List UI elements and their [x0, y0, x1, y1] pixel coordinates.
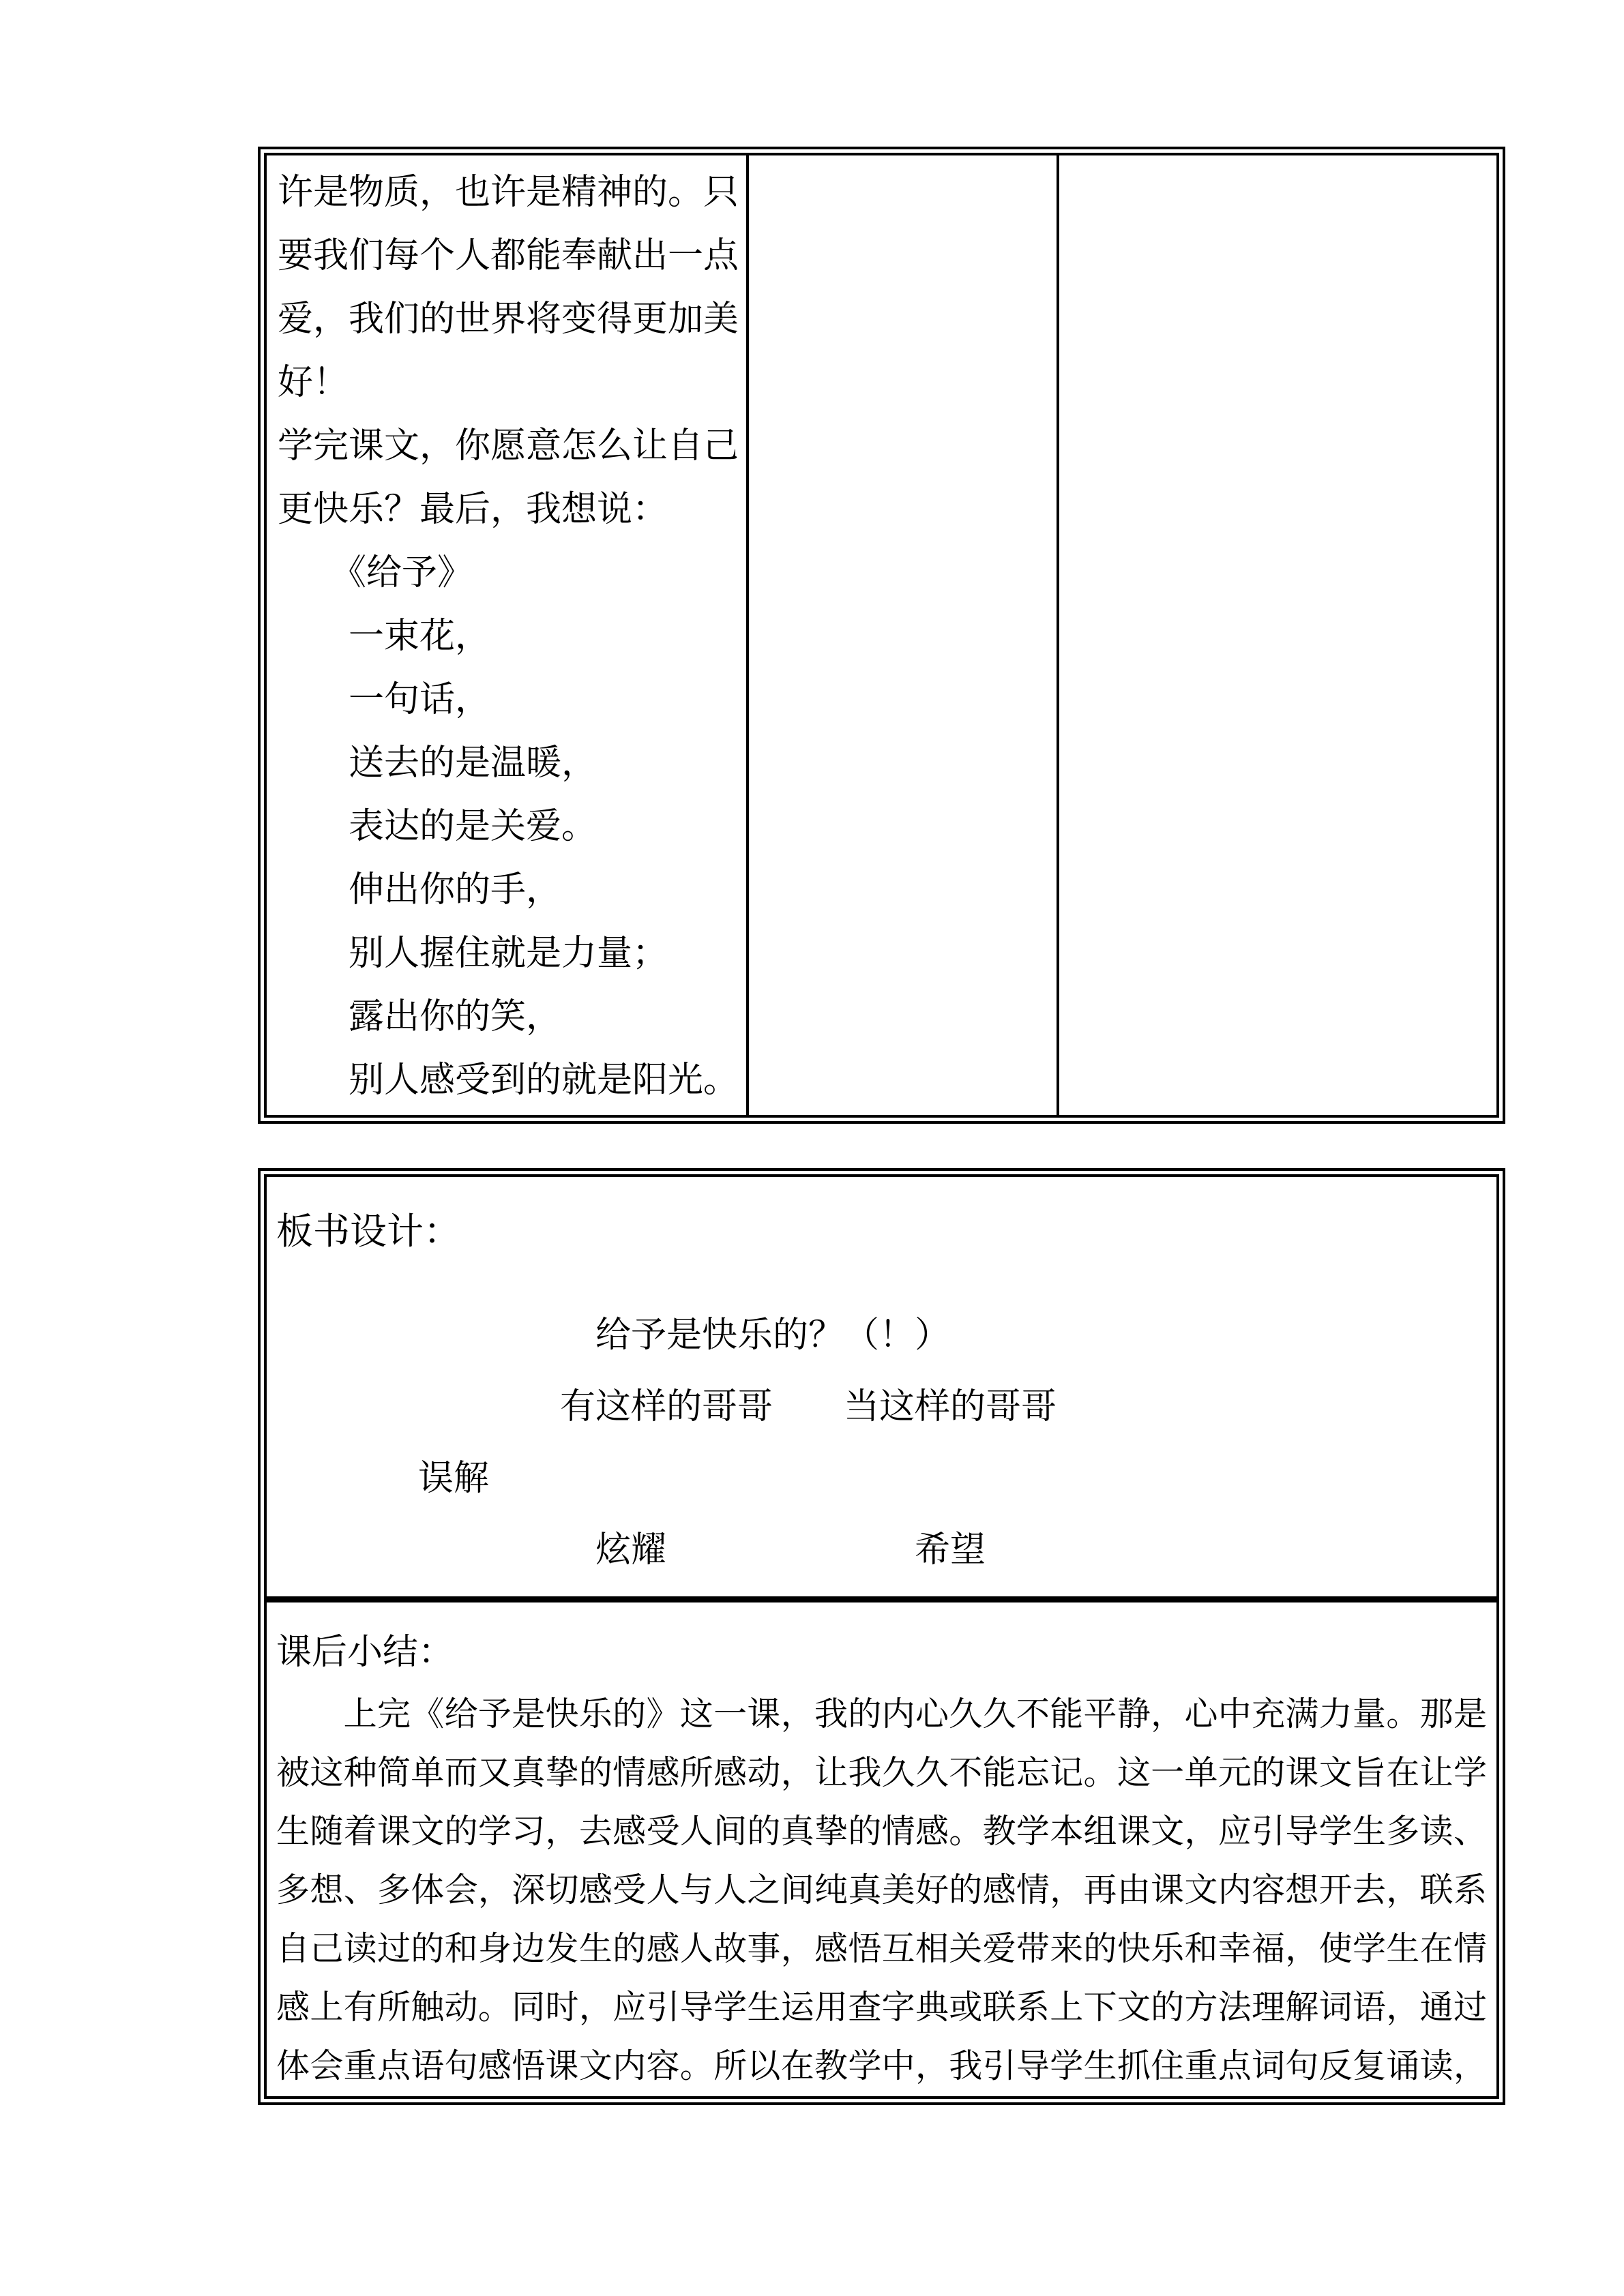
text-line: 上完《给予是快乐的》这一课，我的内心久久不能平静，心中充满力量。那是 — [276, 1695, 1487, 1733]
text-line: 学完课文，你愿意怎么让自己 — [278, 427, 739, 466]
text-line: 误解 — [276, 1459, 490, 1498]
text-line: 送去的是温暖， — [278, 744, 597, 783]
summary-cell — [267, 1596, 1496, 2096]
text-line: 许是物质，也许是精神的。只 — [278, 173, 739, 212]
text-line: 多想、多体会，深切感受人与人之间纯真美好的感情，再由课文内容想开去，联系 — [276, 1871, 1487, 1909]
lesson-empty-cell-middle — [746, 155, 1057, 1115]
text-line: 感上有所触动。同时，应引导学生运用查字典或联系上下文的方法理解词语，通过 — [276, 1988, 1487, 2026]
text-line: 自己读过的和身边发生的感人故事，感悟互相关爱带来的快乐和幸福，使学生在情 — [276, 1930, 1487, 1967]
text-line: 好！ — [278, 363, 349, 402]
text-line: 一句话， — [278, 681, 491, 719]
board-design-cell — [267, 1177, 1496, 1596]
lesson-empty-cell-right — [1057, 155, 1496, 1115]
text-line: 被这种简单而又真挚的情感所感动，让我久久不能忘记。这一单元的课文旨在让学 — [276, 1754, 1487, 1791]
text-line: 体会重点语句感悟课文内容。所以在教学中，我引导学生抓住重点词句反复诵读， — [276, 2047, 1487, 2085]
text-line: 《给予》 — [278, 554, 473, 593]
board-design-lines — [276, 1300, 1491, 1586]
text-line: 表达的是关爱。 — [278, 807, 597, 846]
text-line: 伸出你的手， — [278, 871, 562, 910]
lesson-text-cell — [267, 155, 746, 1115]
text-line: 别人感受到的就是阳光。 — [278, 1061, 739, 1100]
summary-heading: 课后小结： — [276, 1633, 454, 1672]
text-line: 更快乐？最后，我想说： — [278, 490, 668, 529]
text-line: 有这样的哥哥 当这样的哥哥 — [276, 1388, 1057, 1427]
text-line: 露出你的笑， — [278, 998, 562, 1037]
text-line: 要我们每个人都能奉献出一点 — [278, 237, 739, 275]
text-line: 一束花， — [278, 617, 491, 656]
summary-paragraph — [276, 1685, 1488, 2096]
board-design-heading: 板书设计： — [276, 1211, 460, 1252]
text-line: 别人握住就是力量； — [278, 934, 668, 973]
text-line: 炫耀 希望 — [276, 1531, 986, 1570]
text-line: 生随着课文的学习，去感受人间的真挚的情感。教学本组课文，应引导学生多读、 — [276, 1813, 1487, 1850]
text-line: 爱，我们的世界将变得更加美 — [278, 300, 739, 339]
text-line: 给予是快乐的？（！） — [276, 1316, 951, 1355]
lesson-process-table — [258, 147, 1505, 1124]
board-summary-table — [258, 1168, 1505, 2105]
